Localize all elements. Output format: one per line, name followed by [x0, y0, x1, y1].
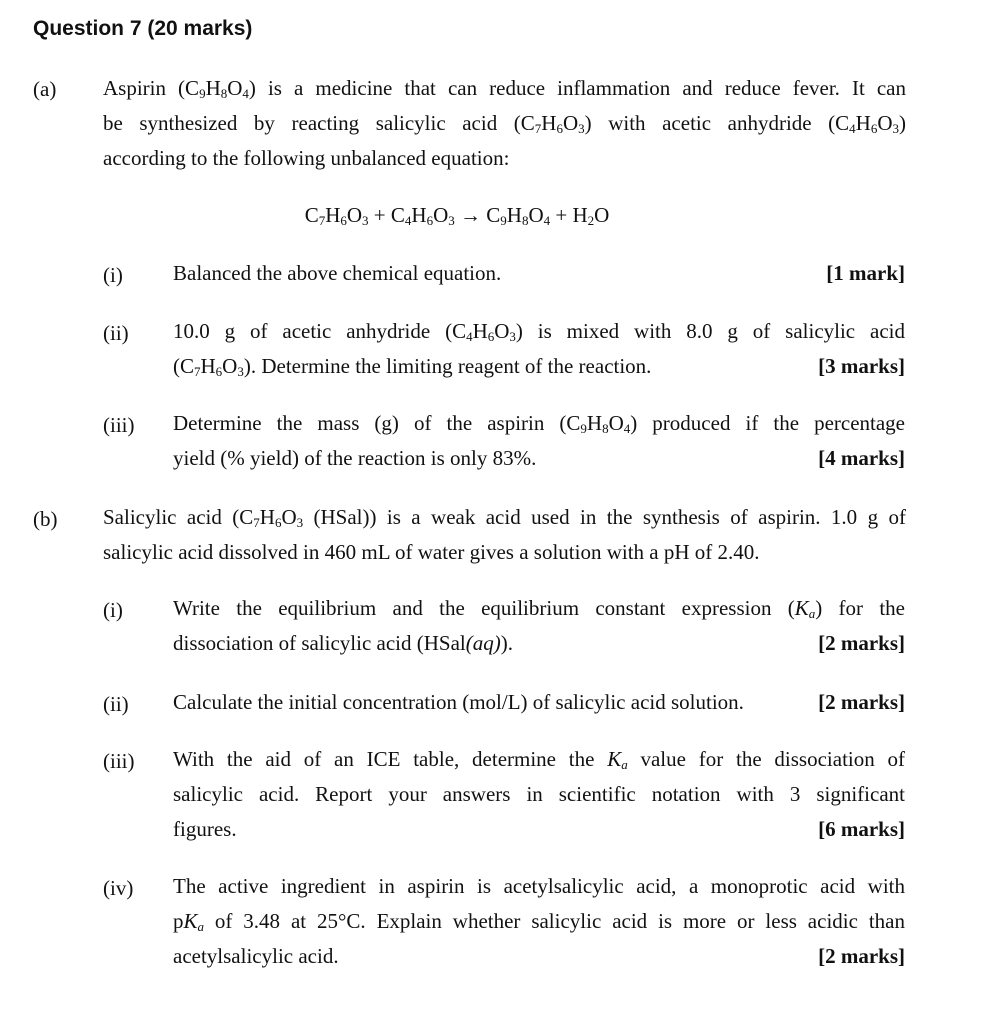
marks-badge: [2 marks] — [818, 631, 905, 655]
part-b-iv-text: The active ingredient in aspirin is acetylsalicylic acid, a monoprotic acid with $pK_a$ of 3.48 at 25°C. Explain whether salicylic acid is more or less acidic than acetylsalicylic acid. [2 marks] — [173, 869, 905, 974]
part-b-iv-label: (iv) — [103, 876, 134, 900]
part-b-i-text: Write the equilibrium and the equilibrium constant expression $(K_a)$ for the dissociation of salicylic acid (HSal(aq)). [2 marks] — [173, 591, 905, 661]
part-a-intro: Aspirin $(C_9H_8O_4)$ is a medicine that can reduce inflammation and reduce fever. It can be synthesized by reacting salicylic acid $(C_7H_6O_3)$ with acetic anhydride $(C_4H_6O_3)$ according to the following unbalanced equation: — [103, 76, 907, 170]
part-b-i-label: (i) — [103, 598, 123, 622]
marks-badge: [6 marks] — [818, 817, 905, 841]
part-a-iii-text: Determine the mass (g) of the aspirin $(C_9H_8O_4)$ produced if the percentage yield (% yield) of the reaction is only 83%. [4 marks] — [173, 406, 905, 476]
part-a-label: (a) — [33, 77, 57, 101]
marks-badge: [1 mark] — [826, 261, 905, 285]
question-title: Question 7 (20 marks) — [33, 17, 253, 40]
part-a-ii-label: (ii) — [103, 321, 129, 345]
part-b-label: (b) — [33, 507, 58, 531]
marks-badge: [2 marks] — [818, 690, 905, 714]
part-b-iii-label: (iii) — [103, 749, 135, 773]
part-a-i-label: (i) — [103, 263, 123, 287]
part-a-ii-text: 10.0 g of acetic anhydride $(C_4H_6O_3)$ is mixed with 8.0 g of salicylic acid $(C_7H_6O_3)$. Determine the limiting reagent of the reaction. [3 marks] — [173, 314, 905, 384]
unbalanced-equation: $C_7H_6O_3 + C_4H_6O_3 \to C_9H_8O_4 + H_2O$ — [304, 203, 610, 228]
part-a-i-text: Balanced the above chemical equation. [1 mark] — [173, 256, 905, 291]
part-a-iii-label: (iii) — [103, 413, 135, 437]
marks-badge: [2 marks] — [818, 944, 905, 968]
part-b-ii-text: Calculate the initial concentration (mol/L) of salicylic acid solution. [2 marks] — [173, 685, 905, 720]
part-b-iii-text: With the aid of an ICE table, determine the $K_a$ value for the dissociation of salicylic acid. Report your answers in scientific notation with 3 significant figures. [6 marks] — [173, 742, 905, 847]
part-b-intro: Salicylic acid ($C_7H_6O_3$ (HSal)) is a weak acid used in the synthesis of aspirin. 1.0 g of salicylic acid dissolved in 460 mL of water gives a solution with a pH of 2.40. — [103, 505, 906, 564]
marks-badge: [3 marks] — [818, 354, 905, 378]
marks-badge: [4 marks] — [818, 446, 905, 470]
part-b-ii-label: (ii) — [103, 692, 129, 716]
